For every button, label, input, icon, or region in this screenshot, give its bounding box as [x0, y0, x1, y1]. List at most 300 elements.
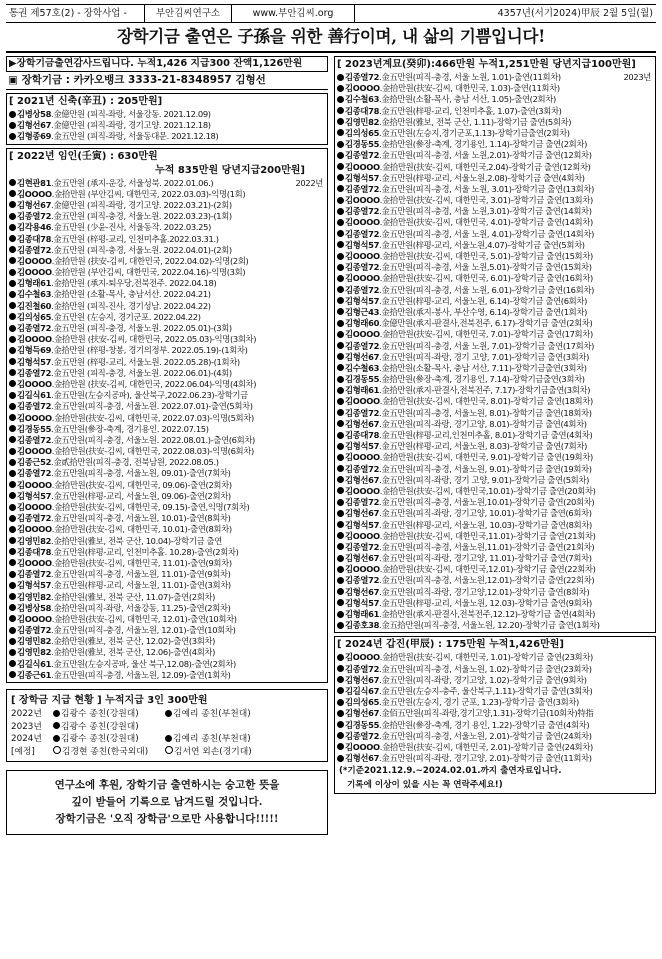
- donation-detail: .金五만원(梓평-교리, 서울노원,2.08)-장학기금 출연(4회차): [379, 172, 585, 183]
- donor-name: 김경동55: [345, 374, 380, 385]
- donor-entry: [337, 652, 653, 663]
- donor-name: 김형선67: [345, 753, 380, 764]
- donor-name: 김형선67: [345, 553, 380, 564]
- donation-detail: .金五만원(피직-충경, 서울노원, 9.01)-장학기금 출연(19회차): [379, 463, 592, 474]
- donation-detail: .金億만원 (피직-좌랑, 경기고양. 2022.03.21)-(2회): [51, 199, 232, 210]
- bullet-icon: [337, 699, 344, 706]
- donor-entry: [9, 323, 325, 334]
- left-column: [6, 56, 328, 948]
- summary-row: [11, 708, 323, 721]
- bullet-icon: [9, 201, 16, 208]
- donor-name: 김종근52: [17, 457, 52, 468]
- bullet-icon: [337, 654, 344, 661]
- donation-detail: .金拾만원(扶安-김씨, 대한민국, 12.01)-출연(10회차): [51, 613, 237, 624]
- section-2023-heading: [ 2023년계묘(癸卯):466만원 누적1,251만원 당년지급100만원]: [337, 59, 636, 70]
- bullet-icon: [9, 559, 16, 566]
- bullet-icon: [337, 174, 344, 181]
- bullet-icon: [337, 665, 344, 672]
- donation-detail: .金拾만원(扶安-김씨, 대한민국, 4.01)-장학기금 출연(14회차): [379, 217, 593, 228]
- donation-detail: .金拾만원(扶安-김씨, 대한민국, 3.01)-장학기금 출연(13회차): [379, 195, 593, 206]
- donor-name: 김OOOO: [17, 502, 52, 512]
- donor-name: 김형선67: [345, 586, 380, 597]
- bullet-icon: [337, 555, 344, 562]
- donation-detail: .金拾만원(扶安-김씨, 대한민국, 5.01)-장학기금 출연(15회차): [379, 251, 593, 261]
- bullet-icon: [9, 671, 16, 678]
- donor-name: 김길식61: [17, 390, 52, 401]
- year-marker: 2022년: [295, 177, 323, 188]
- donor-name: 김종대78: [17, 233, 52, 244]
- donor-name: 김종열72: [17, 625, 52, 636]
- donor-entry: [337, 708, 653, 719]
- summary-row: [11, 733, 323, 746]
- donor-entry: [337, 430, 653, 441]
- donor-entry: [337, 753, 653, 764]
- donor-entry: [337, 195, 653, 206]
- donation-detail: .金五만원 (피직-좌랑, 서울동대문. 2021.12.18): [51, 131, 219, 142]
- circle-outline-icon: [53, 746, 61, 754]
- recipient-name: 김경현 종친(한국외대): [62, 746, 149, 757]
- bullet-icon: [9, 246, 16, 253]
- donation-detail: .金拾만원(扶安-김씨, 대한민국, 11.01)-출연(9회차): [51, 557, 232, 568]
- donor-name: 김수철63: [345, 362, 380, 373]
- donor-name: 김종열72: [345, 730, 380, 741]
- donor-entry: [9, 457, 325, 468]
- donor-name: 김OOOO: [345, 329, 380, 340]
- bullet-icon: [9, 638, 16, 645]
- donation-detail: .金億만원 (피직-좌랑, 경기고양. 2021.12.18): [51, 120, 211, 131]
- donor-entry: [9, 524, 325, 535]
- bullet-icon: [9, 470, 16, 477]
- donor-entry: [337, 150, 653, 161]
- donor-name: 김의성65: [17, 311, 52, 322]
- donor-entry: [9, 256, 325, 267]
- section-2023: [334, 56, 656, 633]
- bullet-icon: [9, 571, 16, 578]
- bullet-icon: [9, 302, 16, 309]
- bullet-icon: [9, 582, 16, 589]
- donation-detail: .金五만원 (피직-충경, 서울노원. 2022.03.23)-(1회): [51, 211, 232, 222]
- recipient-name: 김광수 종친(강원대): [61, 709, 139, 719]
- bullet-icon: [9, 291, 16, 298]
- donor-entry: [337, 675, 653, 686]
- donor-entry: [9, 211, 325, 222]
- donor-entry: [9, 670, 325, 681]
- donation-detail: .金拾만원 (扶安-김씨, 대한민국, 2022.04.02)-익명(2회): [51, 255, 249, 266]
- donor-entry: [337, 553, 653, 564]
- donation-detail: .金五만원(梓평-교리, 서울노원, 8.03)-장학기금 출연(7회차): [379, 441, 587, 452]
- donation-detail: .金五만원(피직-충경, 서울노원, 10.01)-출연(8회차): [51, 513, 231, 524]
- donation-detail: .金拾만원(雅보, 전북 군산, 1.11)-장학기금 출연(5회차): [379, 116, 572, 127]
- donation-detail: .金拾만원(扶安-김씨, 대한민국, 10.01)-출연(8회차): [51, 524, 232, 535]
- donor-name: 김OOOO: [345, 83, 380, 94]
- donor-name: 김OOOO: [345, 564, 380, 575]
- donor-entry: [9, 580, 325, 591]
- section-2024: [334, 636, 656, 794]
- bullet-icon: [337, 420, 344, 427]
- right-column: [334, 56, 656, 948]
- recipient-name: 김광수 종친(강원대): [61, 721, 139, 732]
- donation-detail: .金拾만원(雅보, 전북 군산, 10.04)-장학기금 출연: [51, 535, 222, 546]
- bullet-icon: [337, 96, 344, 103]
- donation-detail: .金五만원(피직-충경, 서울노원, 12.01)-출연(10회차): [51, 625, 236, 636]
- donor-name: 김종호38: [345, 620, 380, 631]
- donation-detail: .金拾만원(參장-축계, 경기용인, 1.14)-장학기금 출연(2회차): [379, 139, 587, 150]
- donation-detail: .金五만원(피직-충경, 서울노원, 11.01)-출연(9회차): [51, 569, 231, 580]
- bullet-icon: [9, 504, 16, 511]
- bullet-icon: [9, 548, 16, 555]
- donation-detail: .金五만원(梓평-교리, 서울노원, 09.06)-출연(2회차): [51, 490, 231, 501]
- donor-entry: [337, 520, 653, 531]
- bullet-icon: [337, 611, 344, 618]
- bullet-icon: [9, 627, 16, 634]
- bullet-icon: [9, 325, 16, 332]
- bullet-icon: [9, 604, 16, 611]
- donor-name: 김종열72: [17, 367, 52, 378]
- bullet-icon: [337, 710, 344, 717]
- donor-entry: [337, 106, 653, 117]
- donor-entry: [337, 352, 653, 363]
- donation-detail: .金五만원(피직-좌랑, 경기고양, 11.01)-장학기금 출연(7회차): [379, 553, 592, 564]
- donor-name: 김OOOO: [345, 161, 380, 172]
- donor-entry: [9, 200, 325, 211]
- donor-name: 김형래60: [345, 318, 380, 329]
- bullet-icon: [337, 499, 344, 506]
- donor-name: 김OOOO: [17, 412, 52, 423]
- donor-name: 김영민82: [17, 591, 52, 602]
- donor-entry: [9, 312, 325, 323]
- recipient: [53, 708, 165, 721]
- bullet-icon: [337, 208, 344, 215]
- donation-detail: .金拾만원(扶安-김씨, 대한민국, 7.01)-장학기금 출연(17회차): [379, 329, 593, 340]
- donor-name: 김종열72: [345, 262, 380, 273]
- bullet-icon: [9, 213, 16, 220]
- section-2024-heading: [ 2024년 갑진(甲辰) : 175만원 누적1,426만원]: [337, 639, 564, 651]
- donation-detail: .金億만원(承지-판결사,전북전주, 6.17)-장학기금 출연(2회차): [379, 318, 593, 329]
- donor-name: 김종열72: [345, 228, 380, 239]
- site-link[interactable]: www.부안김씨.org: [232, 5, 355, 22]
- recipient: [165, 746, 252, 759]
- bullet-icon: [337, 308, 344, 315]
- donor-name: 김종열72: [345, 183, 380, 194]
- donor-entry: [337, 251, 653, 262]
- notice-box: [6, 770, 328, 835]
- donor-entry: [337, 307, 653, 318]
- bullet-icon: [9, 369, 16, 376]
- donation-detail: .金五만원 (피직-충경, 서울노원. 2022.06.01)-(4회): [51, 367, 232, 378]
- donor-entry: [9, 468, 325, 479]
- bullet-icon: [9, 313, 16, 320]
- donor-name: 김종열72: [345, 463, 380, 474]
- donor-entry: [337, 229, 653, 240]
- bullet-icon: [337, 163, 344, 170]
- page-title: 장학기금 출연은 子孫을 위한 善行이며, 내 삶의 기쁨입니다!: [6, 23, 656, 53]
- donor-entry: [337, 419, 653, 430]
- donor-name: 김종열72: [345, 150, 380, 161]
- issue-date: 4357년(서기2024)甲辰 2월 5일(월): [497, 8, 653, 19]
- donor-entry: [9, 446, 325, 457]
- donation-detail: .金五만원 (梓평-교리, 인천미추홀.2022.03.31.): [51, 233, 219, 244]
- bullet-icon: [337, 510, 344, 517]
- donor-name: 김형선67: [345, 418, 380, 429]
- donation-detail: .金五만원 (피직-충경, 서울노원. 2022.05.01)-(3회): [51, 323, 232, 333]
- donor-entry: [9, 636, 325, 647]
- donor-list-2024: [337, 652, 653, 764]
- donor-name: 김종열72: [345, 206, 380, 217]
- donation-detail: .金拾만원(扶安-김씨, 대한민국, 9.01)-장학기금 출연(19회차): [379, 452, 593, 463]
- donor-entry: [9, 647, 325, 658]
- issue-label: 통권 제57호(2) - 장학사업 -: [6, 5, 145, 22]
- donor-entry: [9, 289, 325, 300]
- bullet-icon: [337, 622, 344, 629]
- donation-detail: .金五만원(梓평-교리,인천미추홀, 8.01)-장학기금 출연(4회차): [379, 430, 593, 440]
- donor-name: 김형선67: [345, 508, 380, 519]
- donor-entry: [337, 598, 653, 609]
- donor-name: 김의성65: [345, 127, 380, 138]
- donor-entry: [337, 731, 653, 742]
- bullet-icon: [9, 336, 16, 343]
- donor-entry: [9, 334, 325, 345]
- bullet-icon: [337, 599, 344, 606]
- donor-entry: [9, 278, 325, 289]
- donation-detail: .金五만원 (피직-충경, 서울노원. 2022.04.01)-(2회): [51, 244, 232, 255]
- donation-detail: .金五만원(피직-좌랑, 경기고양, 2.01)-장학기금 출연(11회차): [379, 753, 592, 764]
- donor-name: 김수철63: [17, 289, 52, 300]
- bullet-icon: [337, 588, 344, 595]
- donation-detail: .金五만원(피직-좌랑, 경기 고양, 9.01)-장학기금 출연(5회차): [379, 474, 590, 485]
- donation-detail: .金五만원(피직-좌랑, 경기고양, 1.02)-장학기금 출연(9회차): [379, 674, 587, 685]
- bullet-icon: [9, 190, 16, 197]
- donation-detail: .金拾만원(扶安-김씨, 대한민국, 8.01)-장학기금 출연(18회차): [379, 396, 593, 407]
- donor-entry: [337, 475, 653, 486]
- donor-name: 김병상58: [17, 109, 52, 119]
- bullet-icon: [337, 566, 344, 573]
- donor-name: 김종대78: [17, 546, 52, 557]
- bullet-icon: [9, 269, 16, 276]
- recipient: [53, 733, 165, 746]
- donor-name: 김종열72: [17, 323, 52, 333]
- donation-detail: .金五만원(피직-충경, 서울노원,11.01)-장학기금 출연(21회차): [379, 541, 595, 552]
- donor-name: 김경동55: [345, 139, 380, 150]
- donor-entry: [337, 408, 653, 419]
- donor-entry: [337, 162, 653, 173]
- section-2022-heading: [ 2022년 임인(壬寅) : 630만원: [9, 150, 158, 162]
- donation-detail: .金五만원(梓평-교리, 서울노원,4.07)-장학기금 출연(5회차): [379, 239, 585, 250]
- donation-detail: .金五만원(피직-충경, 서울 노원,5.01)-장학기금 출연(15회차): [379, 262, 592, 273]
- bullet-icon: [337, 74, 344, 81]
- bullet-icon: [337, 743, 344, 750]
- donation-detail: .金五만원(피직-충경, 서울 노원, 3.01)-장학기금 출연(13회차): [379, 183, 594, 194]
- thanks-banner: ▶장학기금출연감사드립니다. 누적1,426 지급300 잔액1,126만원: [6, 56, 328, 72]
- donor-name: 김종열72: [17, 513, 52, 524]
- donation-detail: .金拾만원(扶安-김씨, 대한민국, 2022.08.03)-익명(6회차): [51, 446, 254, 457]
- bullet-icon: [9, 224, 16, 231]
- donor-name: 김형석57: [345, 519, 380, 530]
- bullet-icon: [337, 387, 344, 394]
- donor-entry: [9, 234, 325, 245]
- bullet-icon: [337, 85, 344, 92]
- donation-detail: .金拾만원(扶安-김씨, 대한민국,2.04)-장학기금 출연(12회차): [379, 161, 591, 172]
- donor-entry: [9, 357, 325, 368]
- bullet-icon: [337, 454, 344, 461]
- donor-entry: [9, 301, 325, 312]
- donor-entry: [337, 452, 653, 463]
- donor-entry: [337, 296, 653, 307]
- donor-name: 김종열72: [345, 284, 380, 295]
- bullet-icon: [9, 235, 16, 242]
- donation-detail: .金五拾만원(피직-충경, 서울노원, 12.20)-장학기금 출연(1회차): [379, 620, 600, 631]
- donor-name: 김OOOO: [345, 273, 380, 284]
- notice-line: 장학기금은 '오직 장학금'으로만 사용합니다!!!!!: [55, 813, 279, 825]
- bullet-icon: [337, 721, 344, 728]
- donor-name: 김영민82: [17, 647, 52, 658]
- donor-name: 김현관81: [17, 177, 52, 188]
- donor-entry: [337, 486, 653, 497]
- donor-entry: [337, 262, 653, 273]
- bullet-icon: [9, 481, 16, 488]
- donor-entry: [9, 390, 325, 401]
- donation-detail: .金貳拾만원(피직-충경, 전북남원, 2022.08.05.): [51, 457, 219, 468]
- newsletter-page: [6, 4, 656, 951]
- footnote: (*기준2021.12.9.~2024.02.01.까지 출연자료입니다.: [339, 766, 562, 777]
- bullet-icon: [53, 735, 60, 742]
- summary-year: 2023년: [11, 721, 42, 732]
- donor-entry: [337, 686, 653, 697]
- bullet-icon: [9, 649, 16, 656]
- donation-detail: .金五만원(左승지,경기군포,1.13)-장학기금출연(2회차): [379, 127, 570, 138]
- donor-entry: [337, 206, 653, 217]
- donation-detail: .金拾만원(扶安-김씨, 대한민국,12.01)-장학기금 출연(22회차): [379, 564, 596, 575]
- donation-detail: .金拾만원(扶安-김씨, 대한민국, 1.03)-출연(11회차): [379, 83, 560, 94]
- donor-name: 김종열72: [345, 407, 380, 418]
- donor-entry: [9, 401, 325, 412]
- donation-detail: .金拾만원(承지-판결사,전북전주,12.12)-장학기금 출연(4회차): [379, 609, 596, 619]
- donation-detail: .金五만원(피직-충경, 서울노원,10.01)-장학기금 출연(20회차): [379, 497, 595, 508]
- donor-name: 김형선67: [17, 199, 52, 210]
- donor-entry: [337, 117, 653, 128]
- donation-detail: .金拾만원(扶安-김씨, 대한민국, 1.01)-장학기금 출연(23회차): [379, 652, 593, 663]
- bullet-icon: [337, 432, 344, 439]
- donor-name: 김OOOO: [17, 267, 52, 278]
- donation-detail: .金拾만원 (부안김씨, 대한민국, 2022.04.16)-익명(3회): [51, 267, 246, 278]
- donation-detail: .金五만원(피직-좌랑, 경기고양, 10.01)-장학기금 출연(6회차): [379, 508, 592, 519]
- donor-name: 김영민82: [17, 636, 52, 647]
- donor-entry: [337, 664, 653, 675]
- donation-detail: .金拾만원 (扶安-김씨, 대한민국, 2022.06.04)-익명(4회차): [51, 378, 257, 389]
- donor-entry: [337, 620, 653, 631]
- donor-entry: [337, 464, 653, 475]
- donor-name: 김형래61: [17, 278, 52, 289]
- bullet-icon: [337, 443, 344, 450]
- donor-name: 김종열72: [17, 468, 52, 479]
- recipient: [53, 721, 165, 734]
- donor-entry: [9, 659, 325, 670]
- donation-detail: .金拾만원(雅보, 전북 군산, 12.06)-출연(4회차): [51, 647, 216, 658]
- donor-entry: [9, 614, 325, 625]
- donor-name: 김OOOO: [345, 396, 380, 407]
- donor-entry: [337, 587, 653, 598]
- recipient: [165, 733, 251, 746]
- donation-detail: .金拾만원 (承지-퇴우당,전북전주. 2022.04.18): [51, 278, 217, 289]
- bullet-icon: [9, 537, 16, 544]
- year-marker: 2023년: [623, 72, 651, 82]
- bullet-icon: [337, 342, 344, 349]
- donor-name: 김종열72: [17, 434, 52, 445]
- bullet-icon: [9, 425, 16, 432]
- donor-entry: [337, 609, 653, 620]
- donation-detail: .金五만원(左승지, 경기 군포, 1.23)-장학기금 출연(3회차): [379, 697, 579, 708]
- bullet-icon: [337, 532, 344, 539]
- donor-name: 김OOOO: [17, 446, 52, 457]
- donation-detail: .金拾만원(雅보, 전북 군산, 12.02)-출연(3회차): [51, 636, 216, 647]
- bullet-icon: [53, 722, 60, 729]
- donor-name: 김OOOO: [345, 530, 380, 541]
- bullet-icon: [9, 492, 16, 499]
- bullet-icon: [337, 197, 344, 204]
- bullet-icon: [53, 710, 60, 717]
- bullet-icon: [337, 732, 344, 739]
- summary-year: 2024년: [11, 734, 42, 744]
- donation-detail: .金五만원(피직-좌랑, 경기고양, 8.01)-장학기금 출연(4회차): [379, 418, 587, 429]
- donor-name: 김종열72: [345, 72, 380, 82]
- bullet-icon: [9, 358, 16, 365]
- donation-detail: .金拾만원 (부안김씨, 대한민국, 2022.03.03)-익명(1회): [51, 188, 246, 199]
- donation-detail: .金拾만원(承지-판결사,전북전주, 7.17)-장학기금출연(3회차): [379, 385, 591, 396]
- donation-detail: .金拾만원(扶安-김씨, 대한민국,10.01)-장학기금 출연(20회차): [379, 485, 596, 496]
- donor-name: 김형래61: [345, 385, 380, 396]
- bullet-icon: [165, 710, 172, 717]
- donor-entry: [9, 345, 325, 356]
- donor-entry: [337, 329, 653, 340]
- bullet-icon: [9, 459, 16, 466]
- donor-entry: [337, 363, 653, 374]
- donor-entry: [337, 128, 653, 139]
- donor-name: 김형석57: [17, 356, 52, 367]
- bullet-icon: [337, 264, 344, 271]
- notice-line: 연구소에 후원, 장학기금 출연하시는 숭고한 뜻을: [54, 779, 280, 791]
- account-info: ▣ 장학기금 : 카카오뱅크 3333-21-8348957 김형선: [6, 72, 328, 90]
- donation-detail: .金五만원 (承지-운강, 서울성북. 2022.01.06.): [51, 177, 214, 188]
- donor-entry: [9, 424, 325, 435]
- bullet-icon: [9, 515, 16, 522]
- bullet-icon: [9, 593, 16, 600]
- bullet-icon: [337, 353, 344, 360]
- donation-detail: .金五만원(梓평-교리, 서울노원, 11.01)-출연(3회차): [51, 580, 231, 591]
- bullet-icon: [337, 107, 344, 114]
- donor-name: 김병상58: [17, 602, 52, 613]
- donor-name: 김OOOO: [345, 195, 380, 206]
- bullet-icon: [337, 331, 344, 338]
- donor-name: 김형종69: [17, 131, 52, 142]
- bullet-icon: [9, 257, 16, 264]
- donation-detail: .金拾만원(扶安-김씨, 대한민국, 6.01)-장학기금 출연(16회차): [379, 273, 593, 284]
- bullet-icon: [337, 253, 344, 260]
- donor-entry: [337, 240, 653, 251]
- notice-line: 깊이 받들어 기록으로 남겨드릴 것입니다.: [71, 796, 263, 808]
- donation-detail: .金五만원 (梓평-교리, 서울노원. 2022.05.28)-(1회차): [51, 356, 240, 367]
- donor-entry: [9, 178, 325, 189]
- summary-year: 2022년: [11, 709, 42, 719]
- donation-detail: .金拾만원(雅보, 전북 군산, 11.07)-출연(2회차): [51, 591, 216, 602]
- donor-name: 김OOOO: [17, 557, 52, 568]
- section-2021: [6, 93, 328, 145]
- donor-entry: [337, 697, 653, 708]
- donation-detail: .金五만원(피직-충경, 서울 노원,3.01)-장학기금 출연(14회차): [379, 206, 592, 217]
- donor-entry: [9, 547, 325, 558]
- bullet-icon: [9, 179, 16, 186]
- donor-entry: [337, 497, 653, 508]
- donation-detail: .金五만원(피직-충경, 서울 노원, 6.01)-장학기금 출연(16회차): [379, 284, 594, 295]
- donor-name: 김종대78: [345, 430, 380, 440]
